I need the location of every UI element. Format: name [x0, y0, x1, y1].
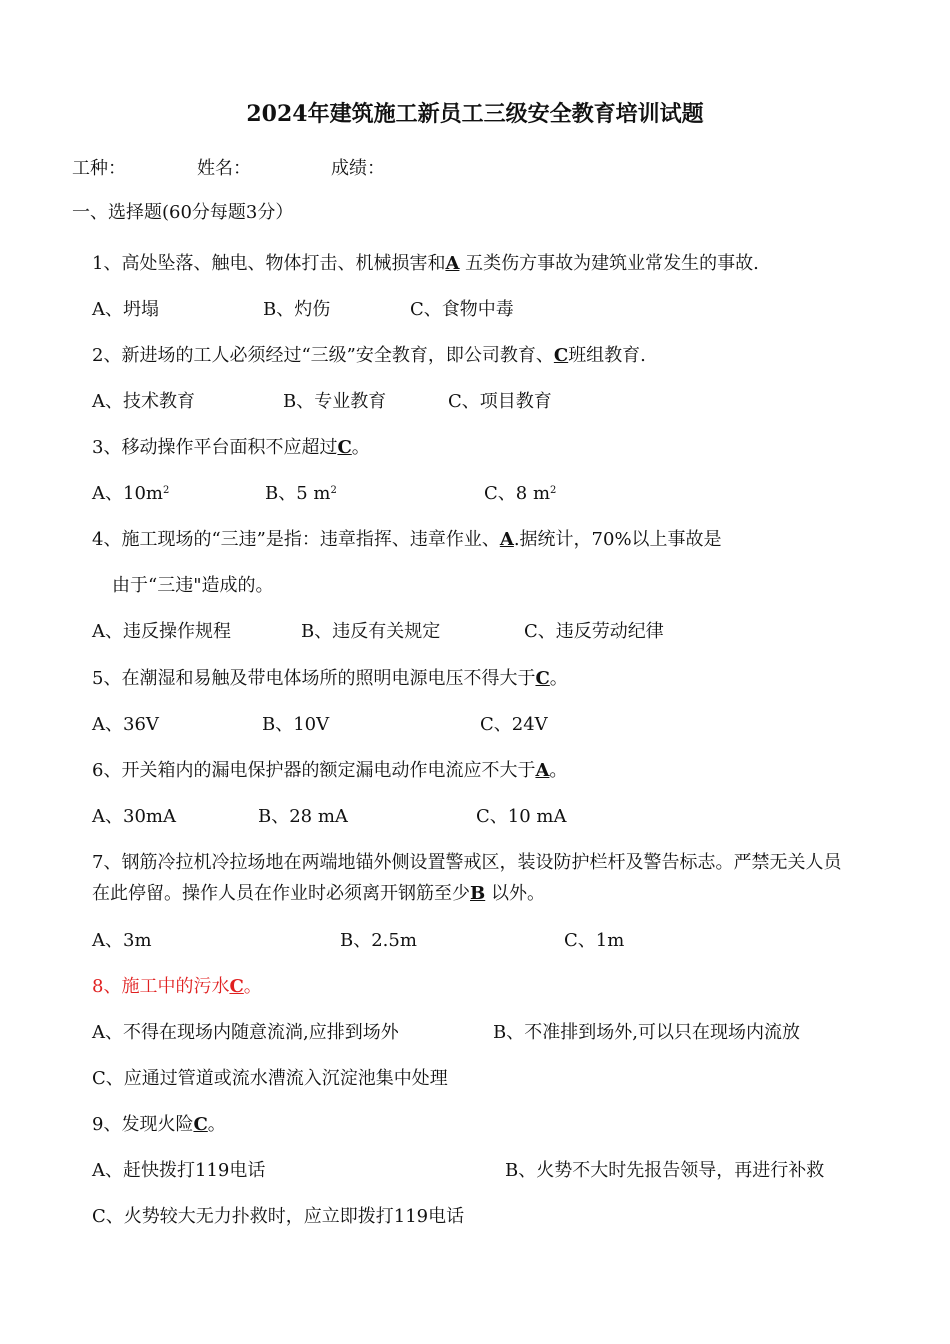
exam-title: 2024年建筑施工新员工三级安全教育培训试题: [246, 101, 704, 127]
question-2-tail: 班组教育.: [568, 345, 646, 366]
q6-option-a: A、30mA: [92, 806, 176, 827]
question-5-text: 5、在潮湿和易触及带电体场所的照明电源电压不得大于: [92, 668, 536, 689]
q5-option-b: B、10V: [262, 714, 330, 735]
question-3: [92, 436, 370, 460]
q7-option-a: A、3m: [92, 930, 152, 951]
question-4-answer: A: [499, 529, 514, 550]
q1-option-a: A、坍塌: [92, 299, 159, 320]
q5-option-c: C、24V: [480, 714, 548, 735]
question-4-tail: .据统计，70%以上事故是: [513, 529, 722, 550]
name-label: 姓名：: [197, 158, 251, 179]
question-9: [92, 1113, 226, 1137]
q3-option-a: A、$10m^2$: [92, 483, 170, 504]
q6-option-b: B、28 mA: [258, 806, 348, 827]
question-3-tail: 。: [351, 437, 370, 458]
question-5-tail: 。: [549, 668, 568, 689]
question-5: [92, 667, 568, 691]
question-7-line1: 7、钢筋冷拉机冷拉场地在两端地锚外侧设置警戒区，装设防护栏杆及警告标志。严禁无关人员: [92, 852, 842, 873]
question-8-tail: 。: [243, 976, 262, 997]
question-9-answer: C: [193, 1114, 208, 1135]
question-6: [92, 759, 567, 783]
question-4-text: 4、施工现场的“三违”是指：违章指挥、违章作业、: [92, 529, 500, 550]
question-3-answer: C: [337, 437, 352, 458]
question-4: [92, 528, 722, 552]
q4-option-b: B、违反有关规定: [301, 621, 441, 642]
question-3-text: 3、移动操作平台面积不应超过: [92, 437, 338, 458]
q9-option-b: B、火势不大时先报告领导，再进行补救: [505, 1160, 825, 1181]
q6-option-c: C、10 mA: [476, 806, 567, 827]
q9-option-c: C、火势较大无力扑救时，应立即拨打119电话: [92, 1206, 465, 1227]
q1-option-c: C、食物中毒: [410, 299, 514, 320]
q4-option-a: A、违反操作规程: [92, 621, 231, 642]
question-6-tail: 。: [549, 760, 568, 781]
question-2: [92, 344, 646, 368]
trade-label: 工种：: [72, 158, 126, 179]
question-7-text: 在此停留。操作人员在作业时必须离开钢筋至少: [92, 883, 470, 904]
question-7-answer: B: [470, 883, 486, 904]
q8-option-a: A、不得在现场内随意流淌,应排到场外: [92, 1022, 399, 1043]
q9-option-a: A、赶快拨打119电话: [92, 1160, 266, 1181]
question-8: [92, 975, 262, 999]
question-7-tail: 以外。: [490, 883, 545, 904]
q4-option-c: C、违反劳动纪律: [524, 621, 664, 642]
question-5-answer: C: [535, 668, 550, 689]
question-1-answer: A: [445, 253, 460, 274]
score-label: 成绩：: [331, 158, 385, 179]
q3-option-c: C、8 $m^2$: [484, 483, 557, 504]
question-8-answer: C: [229, 976, 244, 997]
q1-option-b: B、灼伤: [263, 299, 331, 320]
question-1: [92, 252, 759, 276]
question-1-text: 1、高处坠落、触电、物体打击、机械损害和: [92, 253, 446, 274]
question-4-line2: 由于“三违"造成的。: [112, 575, 274, 596]
question-8-text: 8、施工中的污水: [92, 976, 230, 997]
question-6-answer: A: [535, 760, 550, 781]
question-2-answer: C: [553, 345, 569, 366]
q5-option-a: A、36V: [92, 714, 159, 735]
q2-option-c: C、项目教育: [448, 391, 552, 412]
q8-option-c: C、应通过管道或流水漕流入沉淀池集中处理: [92, 1068, 448, 1089]
section-heading: 一、选择题(60分每题3分）: [72, 202, 294, 223]
question-1-tail: 五类伤方事故为建筑业常发生的事故.: [465, 253, 759, 274]
q8-option-b: B、不准排到场外,可以只在现场内流放: [493, 1022, 800, 1043]
question-6-text: 6、开关箱内的漏电保护器的额定漏电动作电流应不大于: [92, 760, 536, 781]
q7-option-b: B、2.5m: [340, 930, 417, 951]
q2-option-a: A、技术教育: [92, 391, 195, 412]
question-2-text: 2、新进场的工人必须经过“三级”安全教育，即公司教育、: [92, 345, 554, 366]
question-9-tail: 。: [207, 1114, 226, 1135]
q7-option-c: C、1m: [564, 930, 625, 951]
question-9-text: 9、发现火险: [92, 1114, 194, 1135]
question-7: [92, 882, 545, 906]
q3-option-b: B、5 $m^2$: [265, 483, 337, 504]
q2-option-b: B、专业教育: [283, 391, 387, 412]
